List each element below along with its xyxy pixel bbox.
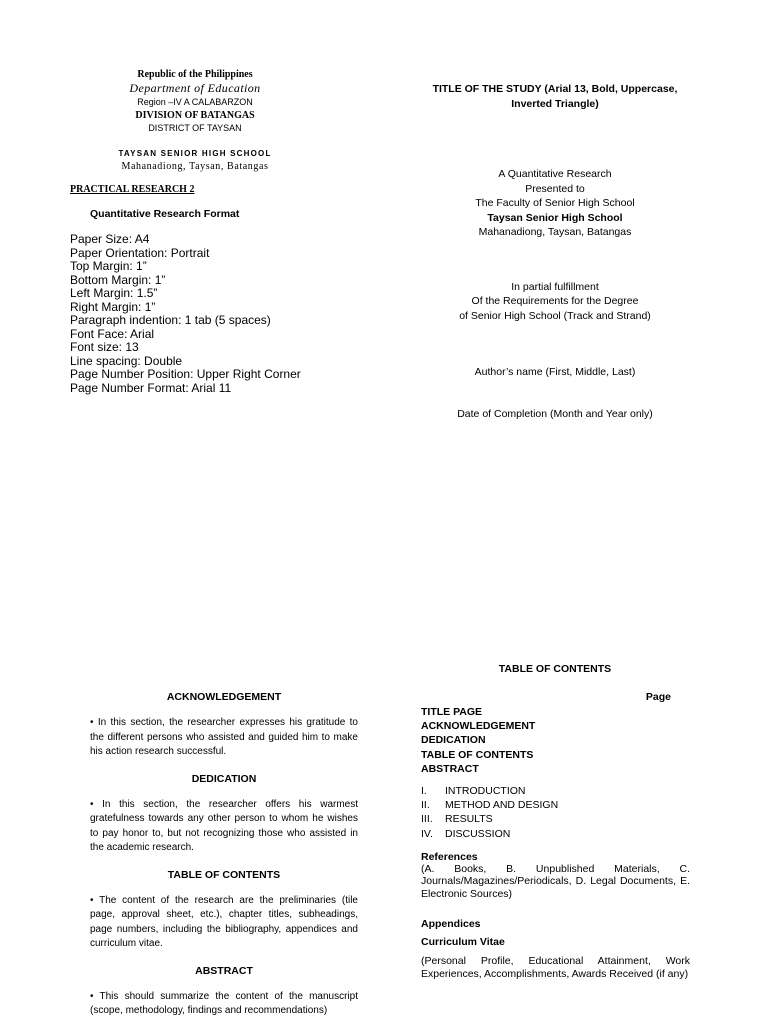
- toc-prelim: TITLE PAGE: [421, 706, 483, 718]
- toc-body: [421, 705, 690, 980]
- section-text: • In this section, the researcher expresses his gratitude to the different persons who assisted and guided him to make his action research successful.: [90, 717, 358, 757]
- format-item: Top Margin: 1”: [70, 259, 147, 273]
- format-item: Line spacing: Double: [70, 353, 183, 368]
- format-item: Font Face: Arial: [70, 326, 155, 341]
- section-heading: ABSTRACT: [195, 964, 253, 977]
- school-location: Mahanadiong, Taysan, Batangas: [478, 226, 632, 238]
- presented-line: The Faculty of Senior High School: [475, 197, 635, 209]
- toc-chapter: [421, 827, 690, 841]
- toc-prelim: DEDICATION: [421, 734, 486, 747]
- letterhead: [70, 68, 320, 173]
- fulfillment-line: of Senior High School (Track and Strand): [459, 309, 651, 322]
- fulfillment-line: Of the Requirements for the Degree: [471, 295, 639, 307]
- chapter-number: II.: [421, 799, 430, 812]
- study-title-line: TITLE OF THE STUDY (Arial 13, Bold, Uppercase,: [432, 83, 678, 95]
- study-title-line: Inverted Triangle): [511, 97, 599, 110]
- chapter-title: INTRODUCTION: [445, 785, 526, 798]
- section-heading: ACKNOWLEDGEMENT: [166, 691, 282, 703]
- presented-line: A Quantitative Research: [498, 168, 612, 180]
- cv-heading: Curriculum Vitae: [421, 936, 505, 949]
- title-page: [400, 82, 710, 421]
- format-item: Bottom Margin: 1”: [70, 272, 166, 287]
- format-list: [70, 233, 301, 395]
- author-line: Author’s name (First, Middle, Last): [474, 366, 636, 378]
- format-item: Left Margin: 1.5”: [70, 286, 158, 300]
- address-line: Mahanadiong, Taysan, Batangas: [121, 161, 269, 172]
- department-line: Department of Education: [129, 81, 261, 95]
- toc-chapter: [421, 784, 690, 798]
- toc-chapter: [421, 812, 690, 826]
- school-line: TAYSAN SENIOR HIGH SCHOOL: [118, 149, 272, 158]
- toc-chapter: [421, 798, 690, 812]
- chapter-title: RESULTS: [445, 813, 493, 826]
- cv-text: (Personal Profile, Educational Attainment, Work Experiences, Accomplishments, Awards Received (if any): [421, 955, 690, 980]
- region-line: Region –IV A CALABARZON: [137, 97, 253, 107]
- republic-line: Republic of the Philippines: [137, 69, 253, 80]
- format-item: Right Margin: 1”: [70, 299, 156, 314]
- appendices-heading: Appendices: [421, 918, 481, 931]
- chapter-title: METHOD AND DESIGN: [445, 799, 559, 812]
- format-item: Paper Orientation: Portrait: [70, 245, 210, 260]
- chapter-number: III.: [421, 813, 433, 826]
- division-line: DIVISION OF BATANGAS: [135, 110, 255, 121]
- format-item: Font size: 13: [70, 340, 139, 354]
- presented-line: Presented to: [525, 182, 585, 195]
- fulfillment-line: In partial fulfillment: [511, 280, 599, 293]
- references-text: (A. Books, B. Unpublished Materials, C. Journals/Magazines/Periodicals, D. Legal Documents, E. Electronic Sources): [421, 862, 690, 900]
- toc-heading: TABLE OF CONTENTS: [498, 663, 612, 675]
- section-text: • The content of the research are the preliminaries (tile page, approval sheet, etc.), chapter titles, subheadings, page numbers, including the bibliography, appendices and curriculum vitae.: [90, 894, 358, 949]
- format-item: Page Number Format: Arial 11: [70, 380, 232, 395]
- subject-heading: PRACTICAL RESEARCH 2: [70, 184, 195, 195]
- section-descriptions: [90, 691, 358, 1019]
- toc-prelim: ABSTRACT: [421, 762, 479, 775]
- section-text: • This should summarize the content of the manuscript (scope, methodology, findings and recommendations): [90, 990, 358, 1016]
- chapter-number: IV.: [421, 827, 433, 840]
- chapter-number: I.: [421, 785, 427, 798]
- toc-page-label: Page: [645, 691, 671, 703]
- district-line: DISTRICT OF TAYSAN: [148, 123, 242, 133]
- format-title: Quantitative Research Format: [90, 208, 240, 220]
- references-heading: References: [421, 850, 478, 863]
- format-item: Paper Size: A4: [70, 232, 150, 246]
- toc-prelim: ACKNOWLEDGEMENT: [421, 720, 536, 733]
- format-item: Page Number Position: Upper Right Corner: [70, 367, 301, 381]
- date-line: Date of Completion (Month and Year only): [457, 407, 653, 420]
- section-heading: DEDICATION: [191, 772, 257, 785]
- section-text: • In this section, the researcher offers his warmest gratefulness towards any other person to whom he wishes to pay honor to, but not recognizing those who assisted in the academic research.: [90, 798, 358, 853]
- format-item: Paragraph indention: 1 tab (5 spaces): [70, 313, 271, 327]
- section-heading: TABLE OF CONTENTS: [167, 868, 281, 881]
- school-name: Taysan Senior High School: [487, 211, 623, 224]
- toc-prelim: TABLE OF CONTENTS: [421, 748, 534, 761]
- chapter-title: DISCUSSION: [445, 827, 511, 840]
